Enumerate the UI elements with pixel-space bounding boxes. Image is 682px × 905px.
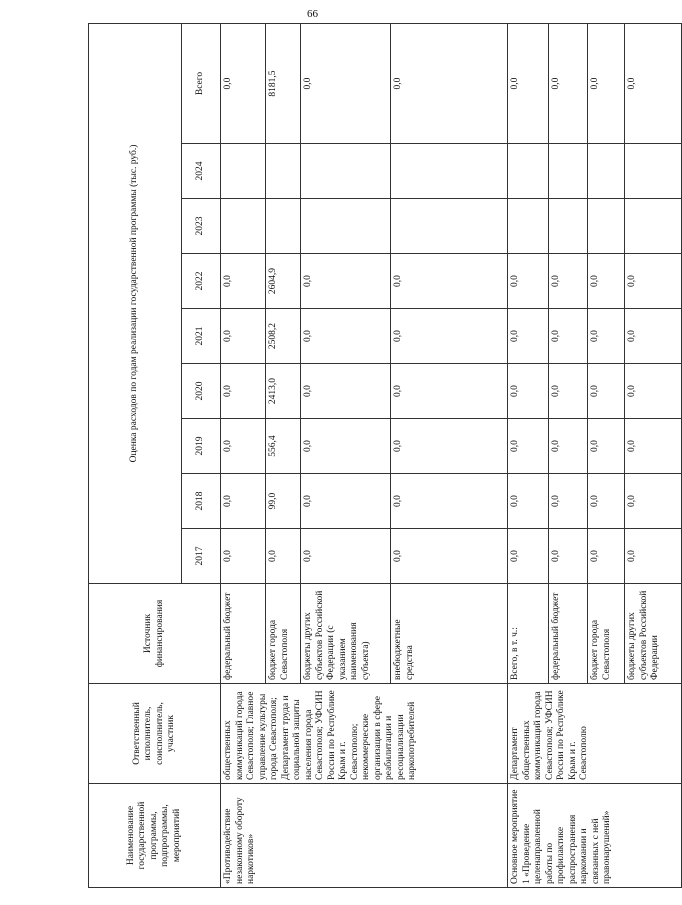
total-cell: 0,0 — [221, 23, 266, 143]
value-cell: 0,0 — [588, 419, 625, 474]
value-cell: 0,0 — [391, 419, 508, 474]
value-cell: 2604,9 — [266, 254, 301, 309]
value-cell: 0,0 — [508, 419, 549, 474]
value-cell — [508, 144, 549, 199]
value-cell: 0,0 — [508, 254, 549, 309]
value-cell: 0,0 — [588, 254, 625, 309]
value-cell: 0,0 — [588, 364, 625, 419]
value-cell: 0,0 — [508, 474, 549, 529]
header-year: 2020 — [182, 364, 221, 419]
table-row — [221, 23, 266, 887]
value-cell — [588, 199, 625, 254]
value-cell: 0,0 — [391, 364, 508, 419]
header-year: 2017 — [182, 529, 221, 584]
header-row — [89, 23, 182, 887]
value-cell — [266, 144, 301, 199]
value-cell: 2508,2 — [266, 309, 301, 364]
value-cell: 0,0 — [625, 419, 682, 474]
value-cell: 0,0 — [549, 474, 588, 529]
value-cell: 0,0 — [549, 254, 588, 309]
value-cell: 0,0 — [625, 309, 682, 364]
total-cell: 8181,5 — [266, 23, 301, 143]
source-cell: бюджеты других субъектов Российской Федерации — [625, 584, 682, 684]
value-cell: 0,0 — [221, 309, 266, 364]
value-cell — [391, 144, 508, 199]
value-cell: 0,0 — [508, 364, 549, 419]
value-cell: 2413,0 — [266, 364, 301, 419]
header-year: 2022 — [182, 254, 221, 309]
value-cell: 0,0 — [301, 254, 391, 309]
value-cell: 0,0 — [508, 309, 549, 364]
total-cell: 0,0 — [391, 23, 508, 143]
header-year: 2019 — [182, 419, 221, 474]
value-cell — [625, 144, 682, 199]
value-cell: 0,0 — [625, 254, 682, 309]
source-cell: внебюджетные средства — [391, 584, 508, 684]
value-cell — [625, 199, 682, 254]
value-cell: 0,0 — [301, 419, 391, 474]
header-name: Наименование государственной программы, подпрограммы, мероприятий — [89, 784, 221, 888]
value-cell — [549, 144, 588, 199]
source-cell: федеральный бюджет — [221, 584, 266, 684]
header-responsible: Ответственный исполнитель, соисполнитель, участник — [89, 684, 221, 784]
header-source: Источник финансирования — [89, 584, 221, 684]
responsible-cell: общественных коммуникаций города Севастополя; Главное управление культуры города Севастополя; Департамент труда и социальной защиты населения города Севастополя; УФСИН России по Республике Крым и г. Севастополю; некоммерческие организации в сфере реабилитации и ресоциализации наркопотребителей — [221, 684, 508, 784]
total-cell: 0,0 — [301, 23, 391, 143]
table-row — [508, 23, 549, 887]
value-cell — [391, 199, 508, 254]
value-cell: 0,0 — [625, 474, 682, 529]
header-year: 2023 — [182, 199, 221, 254]
value-cell: 0,0 — [301, 309, 391, 364]
value-cell: 0,0 — [549, 309, 588, 364]
value-cell — [301, 144, 391, 199]
header-total: Всего — [182, 23, 221, 143]
header-estimate: Оценка расходов по годам реализации государственной программы (тыс. руб.) — [89, 23, 182, 583]
value-cell: 0,0 — [508, 529, 549, 584]
value-cell: 0,0 — [588, 474, 625, 529]
header-year: 2021 — [182, 309, 221, 364]
value-cell: 0,0 — [588, 529, 625, 584]
value-cell: 0,0 — [391, 474, 508, 529]
value-cell: 0,0 — [221, 474, 266, 529]
value-cell: 0,0 — [221, 364, 266, 419]
value-cell: 0,0 — [221, 529, 266, 584]
value-cell — [221, 199, 266, 254]
rotated-page-content — [88, 24, 660, 888]
source-cell: Всего, в т. ч.: — [508, 584, 549, 684]
value-cell — [588, 144, 625, 199]
value-cell: 0,0 — [549, 529, 588, 584]
header-year: 2024 — [182, 144, 221, 199]
header-year: 2018 — [182, 474, 221, 529]
total-cell: 0,0 — [508, 23, 549, 143]
value-cell: 556,4 — [266, 419, 301, 474]
value-cell: 0,0 — [301, 529, 391, 584]
value-cell: 0,0 — [266, 529, 301, 584]
expenditure-table — [88, 23, 682, 888]
program-name-cell: Основное мероприятие 1 «Проведение целенаправленной работы по профилактике распространения наркомании и связанных с ней правонарушений» — [508, 784, 682, 888]
value-cell: 0,0 — [391, 254, 508, 309]
source-cell: бюджет города Севастополя — [266, 584, 301, 684]
value-cell: 99,0 — [266, 474, 301, 529]
value-cell: 0,0 — [301, 364, 391, 419]
value-cell: 0,0 — [625, 529, 682, 584]
value-cell — [508, 199, 549, 254]
total-cell: 0,0 — [625, 23, 682, 143]
responsible-cell: Департамент общественных коммуникаций города Севастополя; УФСИН России по Республике Крым и г. Севастополю — [508, 684, 682, 784]
value-cell — [221, 144, 266, 199]
source-cell: бюджет города Севастополя — [588, 584, 625, 684]
value-cell: 0,0 — [625, 364, 682, 419]
program-name-cell: «Противодействие незаконному обороту наркотиков» — [221, 784, 508, 888]
value-cell: 0,0 — [549, 419, 588, 474]
value-cell: 0,0 — [588, 309, 625, 364]
total-cell: 0,0 — [588, 23, 625, 143]
total-cell: 0,0 — [549, 23, 588, 143]
value-cell: 0,0 — [221, 254, 266, 309]
value-cell — [301, 199, 391, 254]
value-cell: 0,0 — [391, 309, 508, 364]
value-cell — [266, 199, 301, 254]
value-cell — [549, 199, 588, 254]
source-cell: федеральный бюджет — [549, 584, 588, 684]
page-number: 66 — [307, 8, 318, 20]
value-cell: 0,0 — [391, 529, 508, 584]
source-cell: бюджеты других субъектов Российской Федерации (с указанием наименования субъекта) — [301, 584, 391, 684]
value-cell: 0,0 — [301, 474, 391, 529]
value-cell: 0,0 — [549, 364, 588, 419]
value-cell: 0,0 — [221, 419, 266, 474]
